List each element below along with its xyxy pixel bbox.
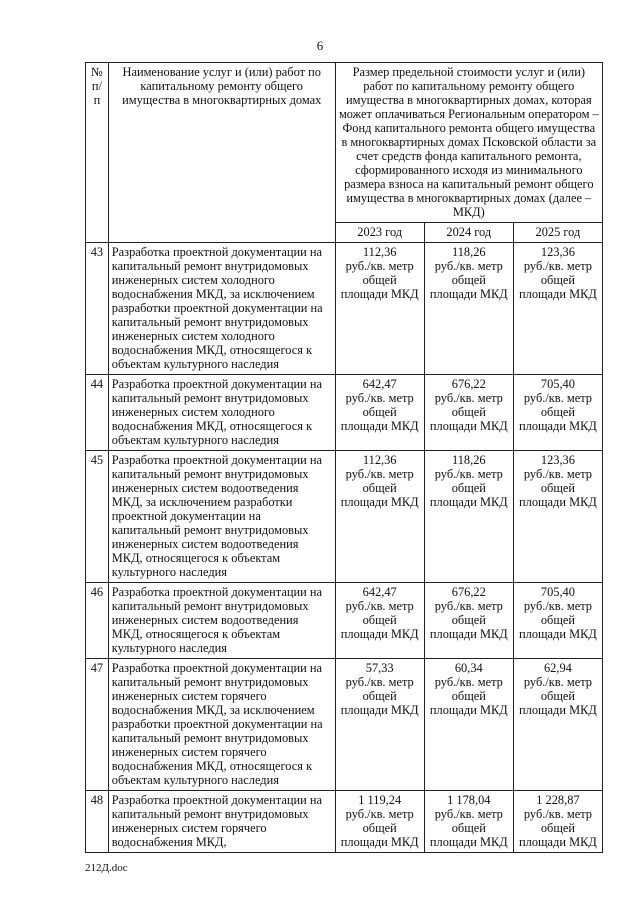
price-cell <box>335 451 424 583</box>
price-unit: руб./кв. метр общей площади МКД <box>519 259 597 301</box>
price-unit: руб./кв. метр общей площади МКД <box>340 675 419 717</box>
price-unit: руб./кв. метр общей площади МКД <box>429 391 508 433</box>
price-cell <box>335 659 424 791</box>
table-body <box>86 243 603 853</box>
header-number: № п/п <box>86 63 109 243</box>
table-row <box>86 791 603 853</box>
service-name: Разработка проектной документации на капитальный ремонт внутридомовых инженерных систем холодного водоснабжения МКД, относящегося к объектам культурного наследия <box>108 375 335 451</box>
price-unit: руб./кв. метр общей площади МКД <box>429 259 508 301</box>
price-unit: руб./кв. метр общей площади МКД <box>340 259 419 301</box>
price-cell <box>513 791 602 853</box>
price-value: 642,47 <box>362 377 397 391</box>
price-value: 62,94 <box>543 661 572 675</box>
price-value: 705,40 <box>540 377 575 391</box>
price-unit: руб./кв. метр общей площади МКД <box>429 599 508 641</box>
price-unit: руб./кв. метр общей площади МКД <box>340 391 419 433</box>
price-value: 123,36 <box>540 245 575 259</box>
price-value: 123,36 <box>540 453 575 467</box>
price-unit: руб./кв. метр общей площади МКД <box>429 807 508 849</box>
price-unit: руб./кв. метр общей площади МКД <box>429 467 508 509</box>
header-year: 2025 год <box>513 223 602 243</box>
price-unit: руб./кв. метр общей площади МКД <box>519 467 597 509</box>
price-cell <box>513 375 602 451</box>
price-value: 60,34 <box>454 661 483 675</box>
price-value: 1 119,24 <box>358 793 402 807</box>
price-value: 705,40 <box>540 585 575 599</box>
row-number: 44 <box>86 375 109 451</box>
price-value: 112,36 <box>362 453 397 467</box>
price-value: 676,22 <box>451 377 486 391</box>
price-value: 676,22 <box>451 585 486 599</box>
table-row <box>86 451 603 583</box>
price-value: 1 178,04 <box>447 793 491 807</box>
price-cell <box>424 243 513 375</box>
price-value: 642,47 <box>362 585 397 599</box>
row-number: 45 <box>86 451 109 583</box>
price-cell <box>335 375 424 451</box>
price-cell <box>335 791 424 853</box>
service-name: Разработка проектной документации на капитальный ремонт внутридомовых инженерных систем горячего водоснабжения МКД, за исключением разработки проектной документации на капитальный ремонт внутридомовых инженерных систем горячего водоснабжения МКД, относящегося к объектам культурного наследия <box>108 659 335 791</box>
cost-table <box>85 62 603 853</box>
header-cost-limit: Размер предельной стоимости услуг и (или) работ по капитальному ремонту общего имущества в многоквартирных домах, которая может оплачиваться Региональным оператором – Фонд капитального ремонта общего имущества в многоквартирных домах Псковской области за счет средств фонда капитального ремонта, сформированного исходя из минимального размера взноса на капитальный ремонт общего имущества в многоквартирных домах (далее – МКД) <box>335 63 602 223</box>
price-unit: руб./кв. метр общей площади МКД <box>340 467 419 509</box>
header-name: Наименование услуг и (или) работ по капитальному ремонту общего имущества в многоквартирных домах <box>108 63 335 243</box>
price-cell <box>513 659 602 791</box>
price-unit: руб./кв. метр общей площади МКД <box>340 807 419 849</box>
price-unit: руб./кв. метр общей площади МКД <box>519 599 597 641</box>
service-name: Разработка проектной документации на капитальный ремонт внутридомовых инженерных систем горячего водоснабжения МКД, <box>108 791 335 853</box>
price-cell <box>513 583 602 659</box>
price-value: 118,26 <box>451 245 486 259</box>
price-unit: руб./кв. метр общей площади МКД <box>519 391 597 433</box>
price-value: 118,26 <box>451 453 486 467</box>
row-number: 46 <box>86 583 109 659</box>
price-cell <box>424 791 513 853</box>
service-name: Разработка проектной документации на капитальный ремонт внутридомовых инженерных систем холодного водоснабжения МКД, за исключением разработки проектной документации на капитальный ремонт внутридомовых инженерных систем холодного водоснабжения МКД, относящегося к объектам культурного наследия <box>108 243 335 375</box>
price-cell <box>513 243 602 375</box>
price-unit: руб./кв. метр общей площади МКД <box>340 599 419 641</box>
service-name: Разработка проектной документации на капитальный ремонт внутридомовых инженерных систем водоотведения МКД, за исключением разработки проектной документации на капитальный ремонт внутридомовых инженерных систем водоотведения МКД, относящегося к объектам культурного наследия <box>108 451 335 583</box>
price-value: 112,36 <box>362 245 397 259</box>
price-cell <box>424 451 513 583</box>
price-cell <box>513 451 602 583</box>
header-year: 2023 год <box>335 223 424 243</box>
service-name: Разработка проектной документации на капитальный ремонт внутридомовых инженерных систем водоотведения МКД, относящегося к объектам культурного наследия <box>108 583 335 659</box>
table-row <box>86 659 603 791</box>
footer-file-name: 212Д.doc <box>85 862 128 874</box>
page-number: 6 <box>316 38 324 53</box>
table-row <box>86 375 603 451</box>
table-row <box>86 243 603 375</box>
price-cell <box>424 583 513 659</box>
row-number: 47 <box>86 659 109 791</box>
table-header-row <box>86 63 603 223</box>
table-row <box>86 583 603 659</box>
price-cell <box>335 243 424 375</box>
price-unit: руб./кв. метр общей площади МКД <box>519 675 597 717</box>
price-unit: руб./кв. метр общей площади МКД <box>519 807 597 849</box>
price-value: 1 228,87 <box>536 793 580 807</box>
price-value: 57,33 <box>365 661 394 675</box>
price-cell <box>424 375 513 451</box>
header-year: 2024 год <box>424 223 513 243</box>
row-number: 48 <box>86 791 109 853</box>
price-unit: руб./кв. метр общей площади МКД <box>429 675 508 717</box>
price-cell <box>424 659 513 791</box>
price-cell <box>335 583 424 659</box>
row-number: 43 <box>86 243 109 375</box>
